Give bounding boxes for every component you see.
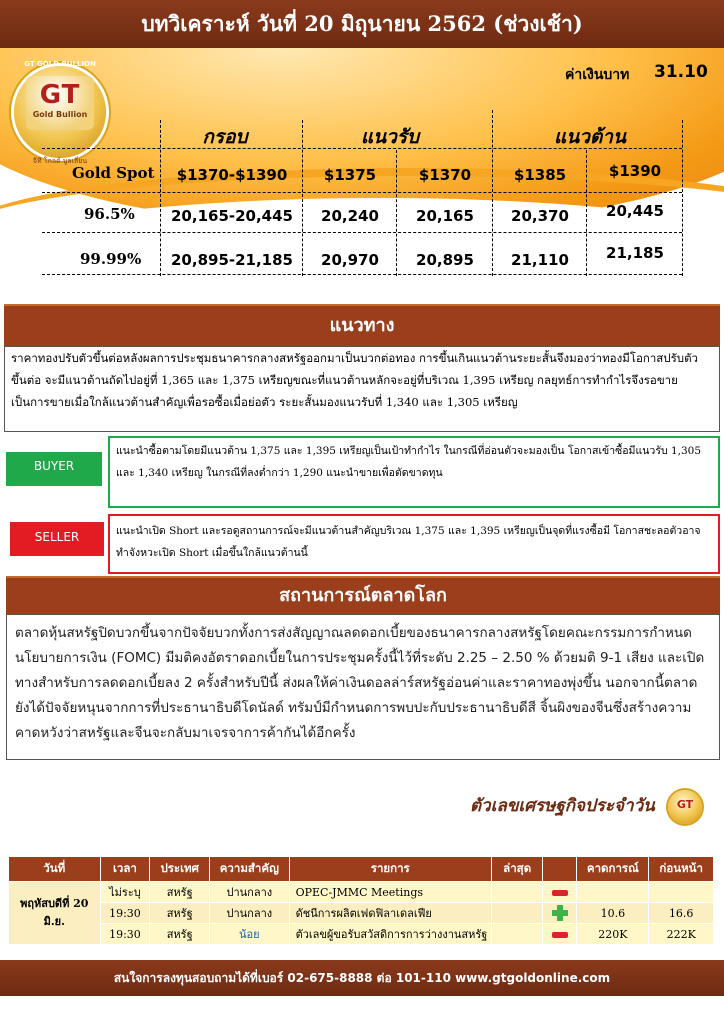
row-item: OPEC-JMMC Meetings (289, 882, 491, 903)
row-country: สหรัฐ (150, 882, 210, 903)
guidance-title: แนวทาง (4, 304, 720, 348)
table-row (9, 882, 714, 903)
row-label-gold-spot: Gold Spot (72, 164, 155, 182)
cell-support-1: 20,240 (321, 207, 379, 225)
buyer-box (108, 436, 720, 508)
guidance-text: ราคาทองปรับตัวขึ้นต่อหลังผลการประชุมธนาคารกลางสหรัฐออกมาเป็นบวกต่อทอง การขึ้นเกินแนวต้านระยะสั้นจึงมองว่าทองมีโอกาสปรับตัวขึ้นต่อ จะมีแนวต้านถัดไปอยู่ที่ 1,365 และ 1,375 เหรียญขณะที่แนวต้านหลักจะอยู่ที่บริเวณ 1,395 เหรียญ กลยุทธ์การทำกำไรจึงรอขายเป็นการขายเมื่อใกล้แนวต้านสำคัญเพื่อรอซื้อเมื่อย่อตัว ระยะสั้นมองแนวรับที่ 1,340 และ 1,305 เหรียญ (11, 351, 699, 409)
row-previous (649, 882, 714, 903)
row-signal (543, 924, 577, 945)
col-time: เวลา (100, 857, 150, 882)
exchange-rate-value: 31.10 (654, 62, 708, 82)
row-time: 19:30 (100, 903, 150, 924)
table-header-row (9, 857, 714, 882)
row-previous: 16.6 (649, 903, 714, 924)
row-forecast: 220K (577, 924, 649, 945)
buyer-text: แนะนำซื้อตามโดยมีแนวต้าน 1,375 และ 1,395 เหรียญเป็นเป้าทำกำไร ในกรณีที่อ่อนตัวจะมองเป็น โอกาสเข้าซื้อมีแนวรับ 1,305 และ 1,340 เหรียญ ในกรณีที่ลงต่ำกว่า 1,290 แนะนำขายเพื่อตัดขาดทุน (116, 445, 702, 479)
economics-title: ตัวเลขเศรษฐกิจประจำวัน (470, 796, 655, 816)
economic-calendar-table (8, 856, 714, 945)
row-country: สหรัฐ (150, 903, 210, 924)
cell-range: 20,895-21,185 (171, 251, 293, 269)
row-signal (543, 882, 577, 903)
seller-tag: SELLER (10, 522, 104, 556)
world-box (6, 614, 720, 760)
row-item: ตัวเลขผู้ขอรับสวัสดิการการว่างงานสหรัฐ (289, 924, 491, 945)
world-text: ตลาดหุ้นสหรัฐปิดบวกขึ้นจากปัจจัยบวกทั้งการส่งสัญญาณลดดอกเบี้ยของธนาคารกลางสหรัฐโดยคณะกรรมการกำหนดนโยบายการเงิน (FOMC) มีมติคงอัตราดอกเบี้ยในการประชุมครั้งนี้ไว้ที่ระดับ 2.25 – 2.50 % ด้วยมติ 9-1 เสียง และเปิดทางสำหรับการลดดอกเบี้ยลง 2 ครั้งสำหรับปีนี้ ส่งผลให้ค่าเงินดอลล่าร์สหรัฐอ่อนค่าและราคาทองพุ่งขึ้น นอกจากนี้ตลาดยังได้ปัจจัยหนุนจากการที่ประธานาธิบดีโดนัลด์ ทรัมป์มีกำหนดการพบปะกับประธานาธิบดีสี จิ้นผิงของจีนซึ่งสร้างความคาดหวังว่าสหรัฐและจีนจะกลับมาเจรจาการค้ากันได้อีกครั้ง (15, 625, 705, 741)
seller-box (108, 514, 720, 574)
logo-mark: GT (39, 80, 81, 110)
row-time: ไม่ระบุ (100, 882, 150, 903)
row-importance: น้อย (210, 924, 290, 945)
table-row (9, 924, 714, 945)
row-country: สหรัฐ (150, 924, 210, 945)
header-support: แนวรับ (360, 126, 420, 148)
row-actual (491, 903, 542, 924)
row-importance: ปานกลาง (210, 882, 290, 903)
cell-resistance-1: 21,110 (511, 251, 569, 269)
row-forecast (577, 882, 649, 903)
col-signal (543, 857, 577, 882)
cell-resistance-2: $1390 (608, 162, 662, 180)
logo-name: Gold Bullion (32, 110, 88, 119)
footer-contact: สนใจการลงทุนสอบถามได้ที่เบอร์ 02-675-8888 ต่อ 101-110 www.gtgoldonline.com (0, 960, 724, 996)
row-label-965: 96.5% (84, 205, 135, 223)
minus-icon (552, 932, 568, 938)
header-resistance: แนวต้าน (554, 126, 626, 148)
cell-resistance-1: $1385 (513, 166, 567, 184)
table-row (9, 903, 714, 924)
cell-range: 20,165-20,445 (171, 207, 293, 225)
col-importance: ความสำคัญ (210, 857, 290, 882)
row-previous: 222K (649, 924, 714, 945)
exchange-rate-label: ค่าเงินบาท (565, 67, 630, 83)
guidance-box (4, 346, 720, 432)
row-forecast: 10.6 (577, 903, 649, 924)
cell-resistance-1: 20,370 (511, 207, 569, 225)
buyer-tag: BUYER (6, 452, 102, 486)
row-importance: ปานกลาง (210, 903, 290, 924)
cell-support-1: 20,970 (321, 251, 379, 269)
cell-support-2: 20,165 (416, 207, 474, 225)
logo-arc-top: GT GOLD BULLION (24, 60, 96, 68)
row-item: ดัชนีการผลิตเฟดฟิลาเดลเฟีย (289, 903, 491, 924)
seller-text: แนะนำเปิด Short และรอดูสถานการณ์จะมีแนวต้านสำคัญบริเวณ 1,375 และ 1,395 เหรียญเป็นจุดที่แรงซื้อมี โอกาสชะลอตัวอาจทำจังหวะเปิด Short เมื่อขึ้นใกล้แนวต้านนี้ (116, 525, 701, 559)
col-country: ประเทศ (150, 857, 210, 882)
minus-icon (552, 890, 568, 896)
row-time: 19:30 (100, 924, 150, 945)
page-title: บทวิเคราะห์ วันที่ 20 มิถุนายน 2562 (ช่วงเช้า) (0, 0, 724, 48)
col-item: รายการ (289, 857, 491, 882)
col-date: วันที่ (9, 857, 101, 882)
logo-arc-bottom: จีที โกลด์ บูลเลี่ยน (32, 157, 88, 165)
col-forecast: คาดการณ์ (577, 857, 649, 882)
plus-icon (552, 905, 568, 921)
cell-support-2: 20,895 (416, 251, 474, 269)
row-actual (491, 924, 542, 945)
header-range: กรอบ (202, 126, 248, 148)
cell-resistance-2: 21,185 (606, 244, 664, 262)
row-label-9999: 99.99% (80, 250, 142, 268)
cell-resistance-2: 20,445 (606, 202, 664, 220)
col-actual: ล่าสุด (491, 857, 542, 882)
col-previous: ก่อนหน้า (649, 857, 714, 882)
row-actual (491, 882, 542, 903)
cell-support-2: $1370 (418, 166, 472, 184)
cell-range: $1370-$1390 (176, 166, 288, 184)
cell-support-1: $1375 (323, 166, 377, 184)
row-signal (543, 903, 577, 924)
world-title: สถานการณ์ตลาดโลก (6, 576, 720, 616)
economics-logo-mark: GT (676, 798, 694, 811)
row-date: พฤหัสบดีที่ 20 มิ.ย. (9, 882, 101, 945)
